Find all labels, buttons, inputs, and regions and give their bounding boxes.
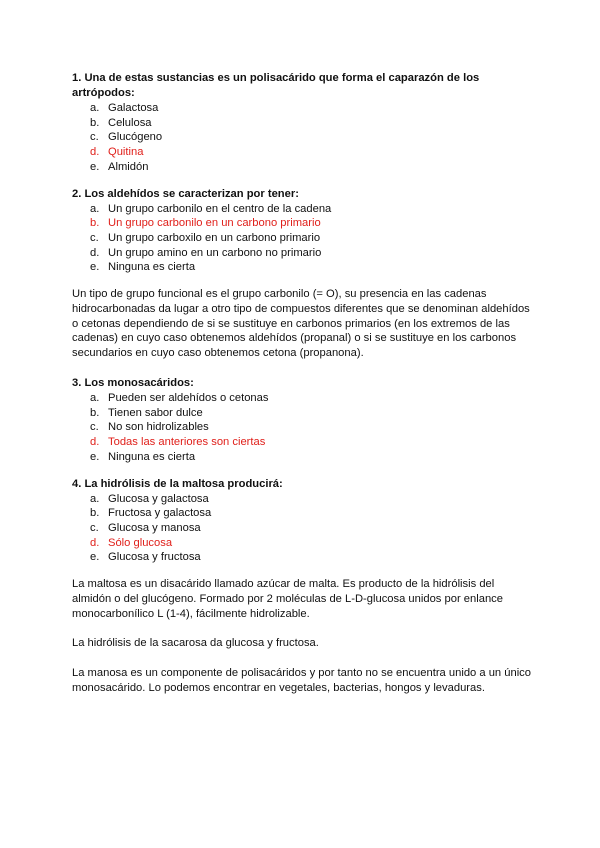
- option-text: No son hidrolizables: [108, 421, 209, 434]
- document-page: [72, 71, 532, 711]
- option-letter: a.: [90, 102, 100, 114]
- option-d: [72, 246, 532, 261]
- option-text: Pueden ser aldehídos o cetonas: [108, 392, 269, 405]
- option-text: Tienen sabor dulce: [108, 406, 203, 419]
- option-text: Glucosa y fructosa: [108, 551, 201, 564]
- option-text: Almidón: [108, 160, 149, 173]
- option-letter: a.: [90, 492, 100, 505]
- option-c: [72, 130, 532, 145]
- option-text: Un grupo amino en un carbono no primario: [108, 246, 322, 259]
- option-d: [72, 435, 532, 450]
- question-3: [72, 376, 532, 465]
- option-letter: e.: [90, 450, 100, 463]
- option-letter: d.: [90, 536, 100, 549]
- option-letter: b.: [90, 217, 100, 230]
- options-list: [72, 202, 532, 276]
- option-text: Ninguna es cierta: [108, 261, 196, 274]
- option-c: [72, 231, 532, 246]
- option-text: Un grupo carbonilo en el centro de la cadena: [108, 202, 332, 215]
- option-d: [72, 145, 532, 160]
- option-text: Glucosa y manosa: [108, 521, 201, 534]
- option-letter: e.: [90, 551, 100, 564]
- option-letter: c.: [90, 421, 99, 434]
- option-text: Quitina: [108, 146, 144, 159]
- option-text: Celulosa: [108, 116, 152, 129]
- options-list: [72, 492, 532, 566]
- option-letter: c.: [90, 521, 99, 534]
- sacarosa-paragraph: La hidrólisis de la sacarosa da glucosa y fructosa.: [72, 637, 319, 650]
- option-letter: a.: [90, 392, 100, 405]
- option-text: Fructosa y galactosa: [108, 507, 212, 520]
- option-text: Sólo glucosa: [108, 536, 173, 549]
- option-letter: a.: [90, 202, 100, 215]
- option-letter: d.: [90, 246, 100, 259]
- options-list: [72, 391, 532, 465]
- option-letter: c.: [90, 131, 99, 144]
- option-b: [72, 406, 532, 421]
- option-letter: c.: [90, 231, 99, 244]
- option-letter: b.: [90, 507, 100, 520]
- question-1: [72, 71, 532, 175]
- option-e: [72, 260, 532, 275]
- option-b: [72, 116, 532, 131]
- option-a: [72, 202, 532, 217]
- option-text: Un grupo carbonilo en un carbono primario: [108, 217, 321, 230]
- option-text: Un grupo carboxilo en un carbono primario: [108, 231, 321, 244]
- option-letter: e.: [90, 160, 100, 173]
- question-title: 1. Una de estas sustancias es un polisacárido que forma el caparazón de los artrópodos:: [72, 72, 480, 99]
- option-letter: d.: [90, 146, 100, 159]
- question-title: 2. Los aldehídos se caracterizan por tener:: [72, 187, 299, 200]
- option-text: Glucosa y galactosa: [108, 492, 209, 505]
- option-letter: b.: [90, 116, 100, 129]
- option-text: Todas las anteriores son ciertas: [108, 436, 266, 449]
- option-c: [72, 420, 532, 435]
- option-d: [72, 536, 532, 551]
- option-b: [72, 506, 532, 521]
- option-letter: d.: [90, 436, 100, 449]
- options-list: [72, 101, 532, 175]
- question-4: [72, 477, 532, 566]
- option-e: [72, 450, 532, 465]
- option-e: [72, 550, 532, 565]
- maltosa-paragraph: La maltosa es un disacárido llamado azúcar de malta. Es producto de la hidrólisis del almidón o del glucógeno. Formado por 2 moléculas de L-D-glucosa unidos por enlance monocarbonílico L (1-4), fácilmente hidrolizable.: [72, 578, 503, 620]
- option-c: [72, 521, 532, 536]
- option-a: [72, 101, 532, 116]
- option-a: [72, 391, 532, 406]
- option-text: Galactosa: [108, 102, 159, 114]
- question-title: 3. Los monosacáridos:: [72, 377, 194, 390]
- option-letter: b.: [90, 406, 100, 419]
- question-2: [72, 187, 532, 276]
- option-text: Ninguna es cierta: [108, 450, 196, 463]
- explanation-paragraph: Un tipo de grupo funcional es el grupo carbonilo (= O), su presencia en las cadenas hidrocarbonadas da lugar a otro tipo de compuestos diferentes que se denominan aldehídos o cetonas dependiendo de si se sustituye en carbonos primarios (en los extremos de las cadenas) en cuyo caso obtenemos aldehídos (propanal) o si se sustituye en los carbonos secundarios en cuyo caso obtenemos cetona (propanona).: [72, 288, 530, 360]
- question-title: 4. La hidrólisis de la maltosa producirá:: [72, 477, 283, 490]
- manosa-paragraph: La manosa es un componente de polisacáridos y por tanto no se encuentra unido a un único monosacárido. Lo podemos encontrar en vegetales, bacterias, hongos y levaduras.: [72, 667, 531, 695]
- option-letter: e.: [90, 261, 100, 274]
- option-a: [72, 492, 532, 507]
- option-text: Glucógeno: [108, 131, 163, 144]
- option-e: [72, 160, 532, 175]
- option-b: [72, 216, 532, 231]
